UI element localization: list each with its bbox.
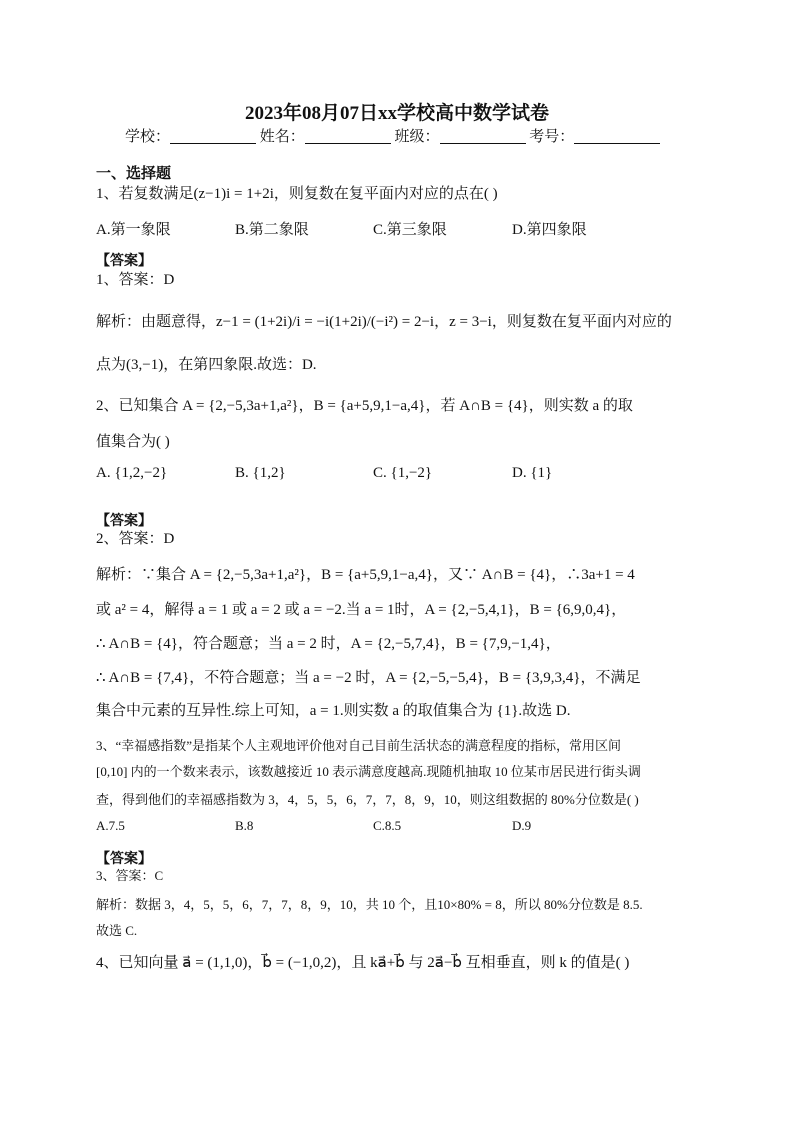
section-heading: 一、选择题 <box>96 166 172 182</box>
q2-explanation-5: 集合中元素的互异性.综上可知，a = 1.则实数 a 的取值集合为 {1}.故选 D. <box>96 703 571 719</box>
q2-explanation-2: 或 a² = 4，解得 a = 1 或 a = 2 或 a = −2.当 a = 1时，A = {2,−5,4,1}，B = {6,9,0,4}， <box>96 602 627 618</box>
q3-explanation-2: 故选 C. <box>96 923 138 938</box>
q2-answer-tag: 【答案】 <box>96 514 152 529</box>
q2-option-a: A. {1,2,−2} <box>96 465 168 481</box>
q3-stem-1: 3、“幸福感指数”是指某个人主观地评价他对自己目前生活状态的满意程度的指标，常用区间 <box>96 738 622 753</box>
q2-explanation-3: ∴ A∩B = {4}，符合题意；当 a = 2 时，A = {2,−5,7,4}，B = {7,9,−1,4}， <box>96 636 561 652</box>
q1-answer-tag: 【答案】 <box>96 254 152 269</box>
q1-option-b: B.第二象限 <box>235 222 309 238</box>
q2-stem-1: 2、已知集合 A = {2,−5,3a+1,a²}，B = {a+5,9,1−a,4}，若 A∩B = {4}，则实数 a 的取 <box>96 398 633 414</box>
student-info-line <box>125 125 660 146</box>
class-blank[interactable] <box>440 129 526 144</box>
q3-option-d: D.9 <box>512 818 532 833</box>
q1-explanation-2: 点为(3,−1)，在第四象限.故选：D. <box>96 357 317 373</box>
school-blank[interactable] <box>170 129 256 144</box>
page-title: 2023年08月07日xx学校高中数学试卷 <box>244 103 549 124</box>
number-blank[interactable] <box>574 129 660 144</box>
q3-answer: 3、答案：C <box>96 868 164 883</box>
q3-stem-3: 查，得到他们的幸福感指数为 3，4，5，5，6，7，7，8，9，10，则这组数据的 80%分位数是( ) <box>96 792 639 807</box>
q2-option-c: C. {1,−2} <box>373 465 433 481</box>
q4-stem: 4、已知向量 a⃗ = (1,1,0)，b⃗ = (−1,0,2)，且 ka⃗+b⃗ 与 2a⃗−b⃗ 互相垂直，则 k 的值是( ) <box>96 955 630 971</box>
q1-option-d: D.第四象限 <box>512 222 587 238</box>
q2-answer: 2、答案：D <box>96 531 175 547</box>
number-label: 考号： <box>529 129 575 145</box>
q2-explanation-1: 解析：∵集合 A = {2,−5,3a+1,a²}，B = {a+5,9,1−a,4}，又∵ A∩B = {4}，∴3a+1 = 4 <box>96 567 635 583</box>
q1-stem: 1、若复数满足(z−1)i = 1+2i，则复数在复平面内对应的点在( ) <box>96 186 498 202</box>
school-label: 学校： <box>125 129 171 145</box>
q3-explanation-1: 解析：数据 3，4，5，5，6，7，7，8，9，10，共 10 个，且10×80% = 8，所以 80%分位数是 8.5. <box>96 897 643 912</box>
q3-stem-2: [0,10] 内的一个数来表示，该数越接近 10 表示满意度越高.现随机抽取 10 位某市居民进行街头调 <box>96 764 641 779</box>
class-label: 班级： <box>394 129 440 145</box>
name-label: 姓名： <box>259 129 305 145</box>
q2-explanation-4: ∴ A∩B = {7,4}，不符合题意；当 a = −2 时，A = {2,−5,−5,4}，B = {3,9,3,4}，不满足 <box>96 670 641 686</box>
name-blank[interactable] <box>305 129 391 144</box>
q2-option-b: B. {1,2} <box>235 465 286 481</box>
q2-stem-2: 值集合为( ) <box>96 434 170 450</box>
q1-option-c: C.第三象限 <box>373 222 447 238</box>
q3-option-b: B.8 <box>235 818 254 833</box>
q3-option-c: C.8.5 <box>373 818 402 833</box>
q3-answer-tag: 【答案】 <box>96 852 152 867</box>
q1-option-a: A.第一象限 <box>96 222 171 238</box>
q1-explanation-1: 解析：由题意得，z−1 = (1+2i)/i = −i(1+2i)/(−i²) = 2−i，z = 3−i，则复数在复平面内对应的 <box>96 314 672 330</box>
q2-option-d: D. {1} <box>512 465 553 481</box>
q3-option-a: A.7.5 <box>96 818 125 833</box>
q1-answer: 1、答案：D <box>96 272 175 288</box>
